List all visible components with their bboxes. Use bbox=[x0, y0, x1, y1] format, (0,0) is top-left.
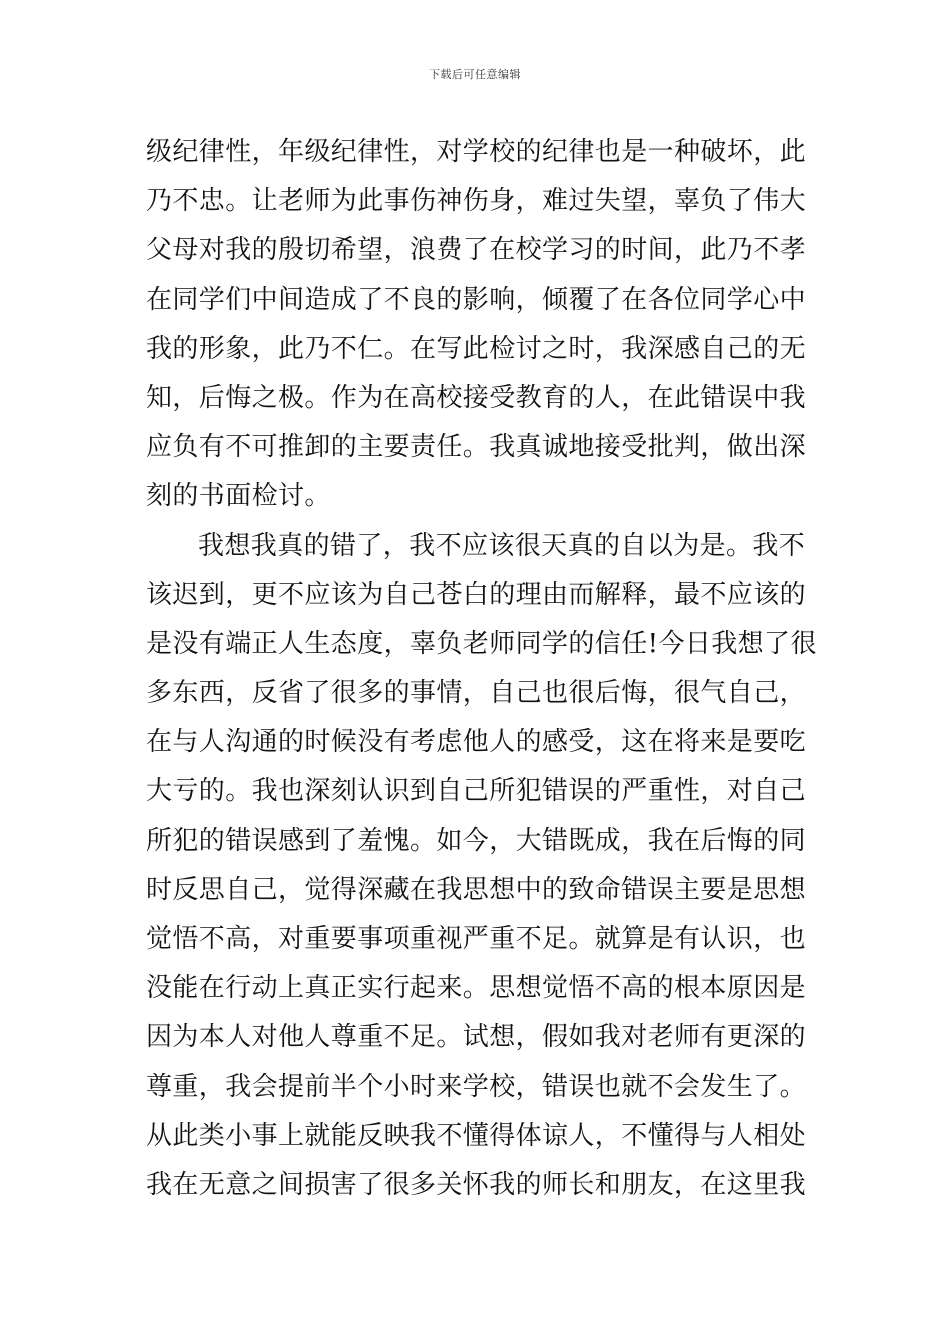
text-line: 因为本人对他人尊重不足。试想，假如我对老师有更深的 bbox=[146, 1022, 807, 1053]
text-line: 级纪律性，年级纪律性，对学校的纪律也是一种破坏，此 bbox=[146, 137, 807, 167]
text-line: 从此类小事上就能反映我不懂得体谅人，不懂得与人相处 bbox=[146, 1120, 807, 1151]
text-line: 多东西，反省了很多的事情，自己也很后悔，很气自己， bbox=[146, 678, 807, 709]
text-line: 该迟到，更不应该为自己苍白的理由而解释，最不应该的 bbox=[146, 579, 807, 610]
text-line: 在同学们中间造成了不良的影响，倾覆了在各位同学心中 bbox=[146, 284, 807, 315]
text-line: 没能在行动上真正实行起来。思想觉悟不高的根本原因是 bbox=[146, 973, 807, 1004]
text-line: 我的形象，此乃不仁。在写此检讨之时，我深感自己的无 bbox=[146, 333, 807, 364]
text-line: 觉悟不高，对重要事项重视严重不足。就算是有认识，也 bbox=[146, 924, 807, 954]
text-line: 在与人沟通的时候没有考虑他人的感受，这在将来是要吃 bbox=[146, 727, 807, 758]
text-line: 应负有不可推卸的主要责任。我真诚地接受批判，做出深 bbox=[146, 432, 807, 463]
paragraph-start-line: 我想我真的错了，我不应该很天真的自以为是。我不 bbox=[198, 530, 806, 561]
text-line: 乃不忠。让老师为此事伤神伤身，难过失望，辜负了伟大 bbox=[146, 186, 807, 217]
body-text bbox=[146, 128, 817, 1210]
text-line: 时反思自己，觉得深藏在我思想中的致命错误主要是思想 bbox=[146, 874, 807, 905]
text-line: 刻的书面检讨。 bbox=[146, 481, 331, 512]
text-line: 父母对我的殷切希望，浪费了在校学习的时间，此乃不孝 bbox=[146, 235, 807, 266]
text-line: 是没有端正人生态度，辜负老师同学的信任!今日我想了很 bbox=[146, 628, 817, 659]
text-line: 大亏的。我也深刻认识到自己所犯错误的严重性，对自己 bbox=[146, 776, 807, 807]
page-header: 下载后可任意编辑 bbox=[429, 68, 521, 81]
text-line: 我在无意之间损害了很多关怀我的师长和朋友，在这里我 bbox=[146, 1169, 807, 1200]
text-line: 知，后悔之极。作为在高校接受教育的人，在此错误中我 bbox=[146, 382, 807, 413]
text-line: 尊重，我会提前半个小时来学校，错误也就不会发生了。 bbox=[146, 1071, 807, 1102]
text-line: 所犯的错误感到了羞愧。如今，大错既成，我在后悔的同 bbox=[146, 825, 807, 856]
